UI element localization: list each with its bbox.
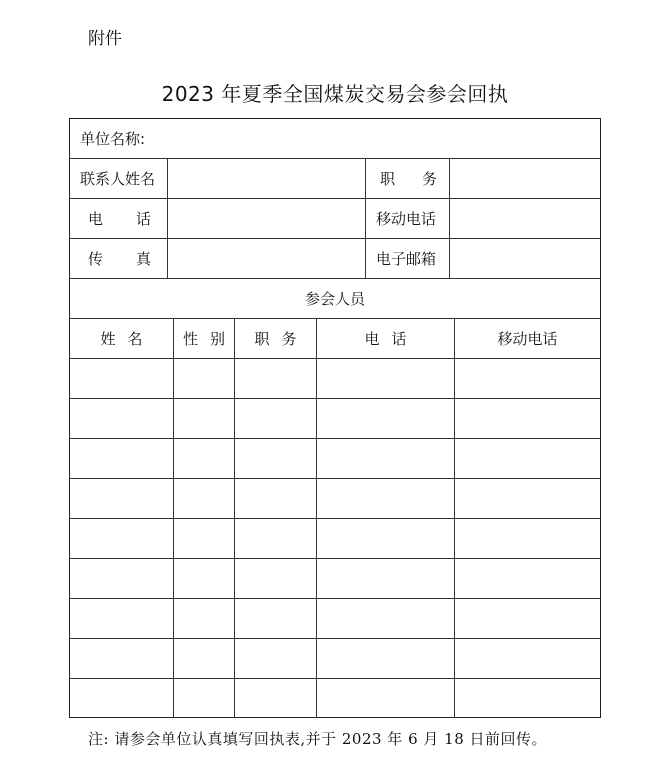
attendees-header-label: 参会人员 [304, 290, 365, 308]
attendee-cell[interactable] [235, 359, 317, 399]
attendee-cell[interactable] [70, 359, 174, 399]
fax-field[interactable] [168, 239, 366, 279]
attendees-header [70, 279, 600, 319]
mobile-label-cell [366, 199, 450, 239]
attendee-cell[interactable] [174, 639, 235, 679]
column-header [174, 319, 235, 359]
column-header-text: 名 [127, 330, 143, 348]
column-header-text: 别 [210, 330, 226, 348]
footer-note: 注: 请参会单位认真填写回执表,并于 2023 年 6 月 18 日前回传。 [88, 730, 548, 748]
attendee-cell[interactable] [235, 439, 317, 479]
attendee-cell[interactable] [455, 479, 600, 519]
phone-label-char-1: 电 [88, 210, 104, 228]
fax-label-char-1: 传 [88, 250, 104, 268]
attendee-cell[interactable] [70, 399, 174, 439]
column-header-text: 移动电话 [497, 330, 558, 348]
attendee-cell[interactable] [317, 479, 455, 519]
unit-name-label: 单位名称: [80, 130, 146, 148]
attendee-cell[interactable] [235, 399, 317, 439]
column-header-text: 性 [182, 330, 198, 348]
attendee-cell[interactable] [317, 639, 455, 679]
attendee-cell[interactable] [174, 599, 235, 639]
attendee-cell[interactable] [70, 519, 174, 559]
attendee-cell[interactable] [70, 479, 174, 519]
column-header-text: 话 [391, 330, 407, 348]
contact-name-label-cell [70, 159, 168, 199]
attendees-table [70, 319, 600, 717]
attendee-cell[interactable] [174, 679, 235, 717]
position-label-cell [366, 159, 450, 199]
column-header [455, 319, 600, 359]
attendee-cell[interactable] [317, 519, 455, 559]
attendee-cell[interactable] [317, 439, 455, 479]
unit-name-field[interactable] [70, 119, 600, 159]
attendee-cell[interactable] [174, 519, 235, 559]
attendee-cell[interactable] [174, 399, 235, 439]
attendee-cell[interactable] [455, 399, 600, 439]
attendee-cell[interactable] [455, 599, 600, 639]
position-label-char-2: 务 [421, 170, 437, 188]
attendee-cell[interactable] [174, 359, 235, 399]
attendee-cell[interactable] [70, 679, 174, 717]
attendee-cell[interactable] [235, 559, 317, 599]
attendee-cell[interactable] [317, 359, 455, 399]
attendee-cell[interactable] [235, 599, 317, 639]
attendee-cell[interactable] [455, 679, 600, 717]
mobile-field[interactable] [450, 199, 600, 239]
position-field[interactable] [450, 159, 600, 199]
attendee-cell[interactable] [455, 439, 600, 479]
contact-name-field[interactable] [168, 159, 366, 199]
phone-label-cell [70, 199, 168, 239]
attendee-cell[interactable] [235, 679, 317, 717]
phone-field[interactable] [168, 199, 366, 239]
email-field[interactable] [450, 239, 600, 279]
attendee-cell[interactable] [317, 559, 455, 599]
fax-label-cell [70, 239, 168, 279]
attendee-cell[interactable] [455, 639, 600, 679]
attendee-cell[interactable] [174, 559, 235, 599]
attendee-cell[interactable] [70, 559, 174, 599]
attendee-cell[interactable] [235, 519, 317, 559]
attendee-cell[interactable] [174, 439, 235, 479]
attachment-label: 附件 [88, 29, 122, 49]
mobile-label: 移动电话 [376, 210, 437, 228]
column-header-text: 务 [281, 330, 297, 348]
column-header-text: 姓 [100, 330, 116, 348]
attendee-cell[interactable] [235, 479, 317, 519]
column-header [70, 319, 174, 359]
email-label-cell [366, 239, 450, 279]
attendee-cell[interactable] [455, 359, 600, 399]
attendee-cell[interactable] [317, 679, 455, 717]
contact-name-label: 联系人姓名 [80, 170, 156, 188]
column-header [235, 319, 317, 359]
column-header [317, 319, 455, 359]
email-label: 电子邮箱 [376, 250, 437, 268]
attendee-cell[interactable] [70, 599, 174, 639]
phone-label-char-2: 话 [135, 210, 151, 228]
fax-label-char-2: 真 [135, 250, 151, 268]
attendee-cell[interactable] [317, 599, 455, 639]
attendee-cell[interactable] [455, 519, 600, 559]
attendee-cell[interactable] [174, 479, 235, 519]
column-header-text: 职 [254, 330, 270, 348]
attendee-cell[interactable] [70, 639, 174, 679]
page-title: 2023 年夏季全国煤炭交易会参会回执 [161, 82, 509, 106]
reply-form [69, 118, 601, 718]
attendee-cell[interactable] [70, 439, 174, 479]
attendee-cell[interactable] [455, 559, 600, 599]
attendee-cell[interactable] [235, 639, 317, 679]
position-label-char-1: 职 [380, 170, 396, 188]
column-header-text: 电 [364, 330, 380, 348]
attendee-cell[interactable] [317, 399, 455, 439]
